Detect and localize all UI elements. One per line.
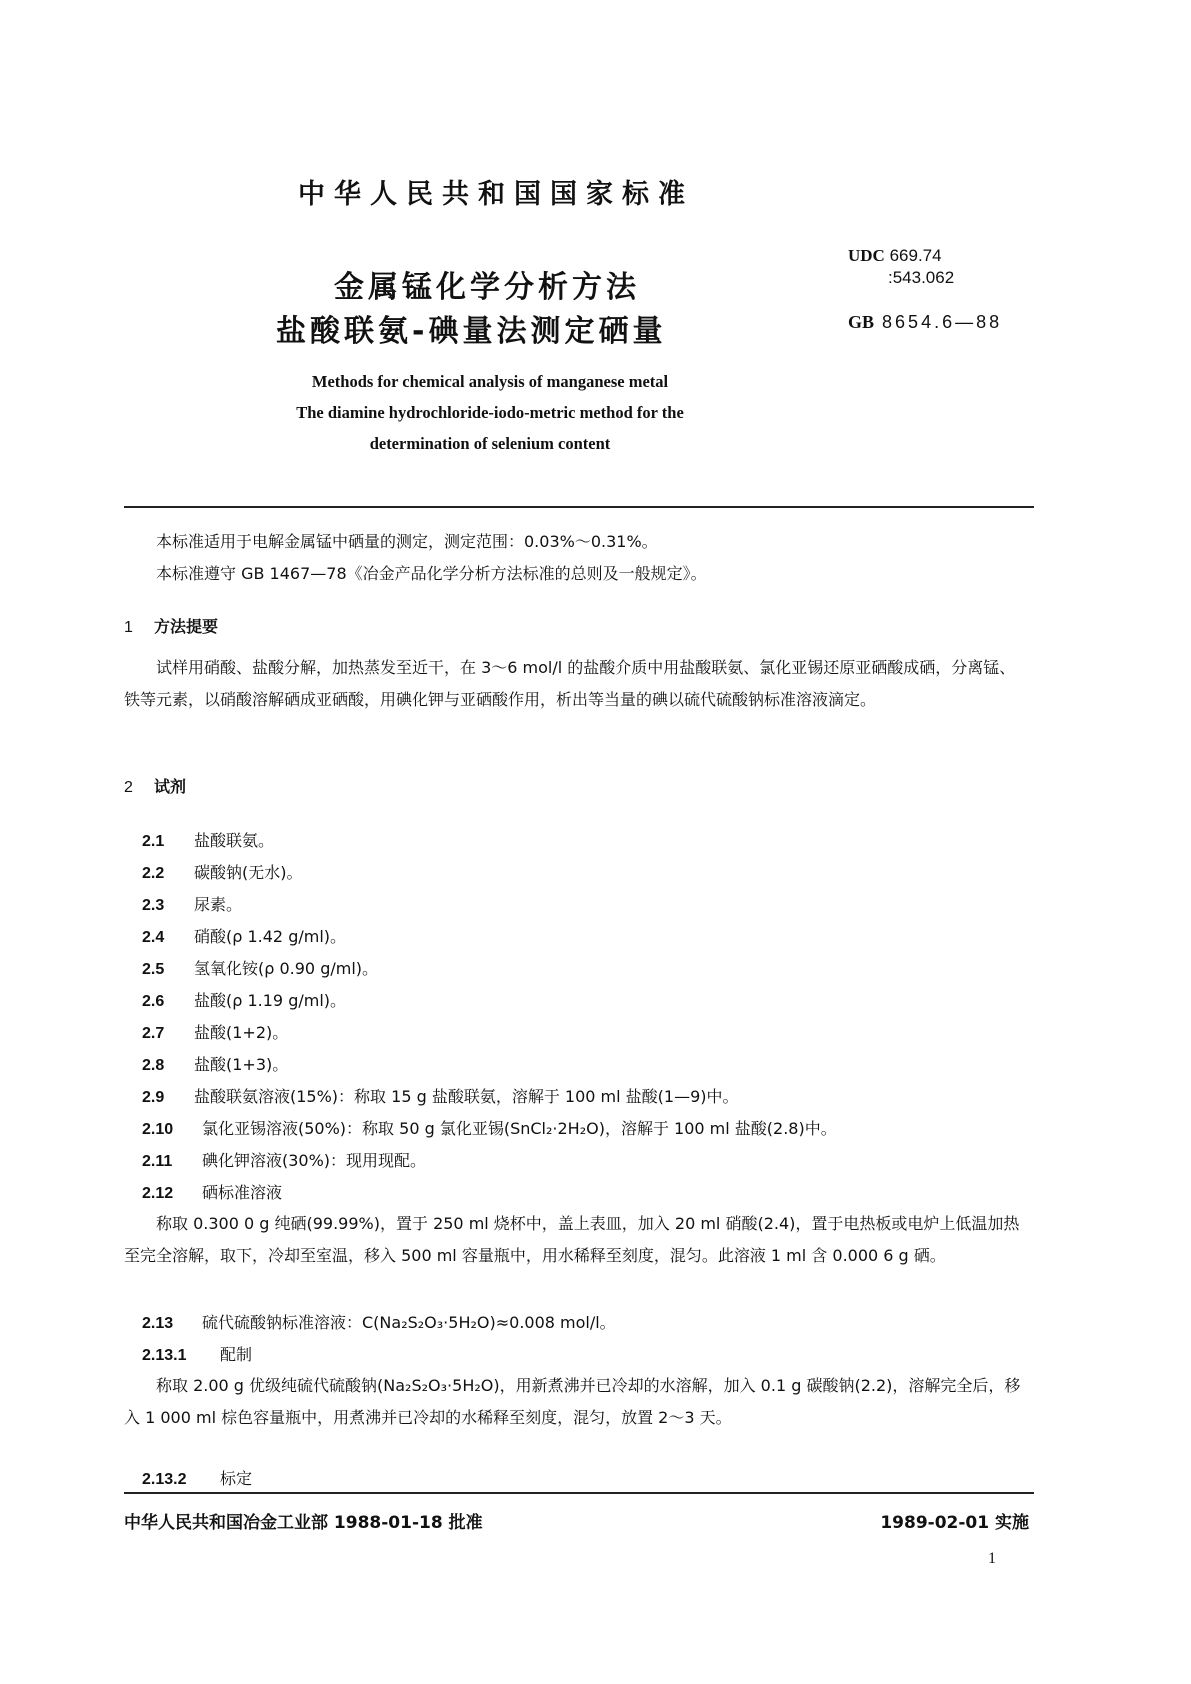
selenium-standard-text: 称取 0.300 0 g 纯硒(99.99%)，置于 250 ml 烧杯中，盖上表皿，加入 20 ml 硝酸(2.4)，置于电热板或电炉上低温加热至完全溶解，取下，冷却至室温，移入 500 ml 容量瓶中，用水稀释至刻度，混匀。此溶液 1 ml 含 0.000 6 g 硒。	[124, 1214, 1020, 1265]
reagent-item: 2.8 盐酸(1+3)。	[142, 1055, 289, 1074]
reagent-item: 2.9 盐酸联氨溶液(15%)：称取 15 g 盐酸联氨，溶解于 100 ml 盐酸(1—9)中。	[142, 1087, 739, 1106]
preparation-text: 称取 2.00 g 优级纯硫代硫酸钠(Na₂S₂O₃·5H₂O)，用新煮沸并已冷却的水溶解，加入 0.1 g 碳酸钠(2.2)，溶解完全后，移入 1 000 ml 棕色容量瓶中，用煮沸并已冷却的水稀释至刻度，混匀，放置 2～3 天。	[124, 1376, 1021, 1427]
reagent-item: 2.3 尿素。	[142, 895, 243, 914]
reagent-item: 2.10 氯化亚锡溶液(50%)：称取 50 g 氯化亚锡(SnCl₂·2H₂O)，溶解于 100 ml 盐酸(2.8)中。	[142, 1119, 837, 1138]
document-title-line2: 盐酸联氨-碘量法测定硒量	[276, 314, 667, 349]
implementation-date: 1989-02-01 实施	[880, 1513, 1029, 1533]
reagent-item-2-13: 2.13 硫代硫酸钠标准溶液：C(Na₂S₂O₃·5H₂O)≈0.008 mol/l。	[142, 1313, 616, 1332]
intro-scope: 本标准适用于电解金属锰中硒量的测定，测定范围：0.03%～0.31%。	[156, 532, 658, 551]
reagent-item: 2.11 碘化钾溶液(30%)：现用现配。	[142, 1151, 427, 1170]
reagent-item: 2.1 盐酸联氨。	[142, 831, 275, 850]
section1-text: 试样用硝酸、盐酸分解，加热蒸发至近干，在 3～6 mol/l 的盐酸介质中用盐酸联氨、氯化亚锡还原亚硒酸成硒，分离锰、铁等元素，以硝酸溶解硒成亚硒酸，用碘化钾与亚硒酸作用，析出等当量的碘以硫代硫酸钠标准溶液滴定。	[124, 658, 1016, 709]
udc-code	[848, 246, 942, 266]
reagent-item: 2.2 碳酸钠(无水)。	[142, 863, 303, 882]
udc-label: UDC	[848, 246, 885, 265]
reagent-item: 2.6 盐酸(ρ 1.19 g/ml)。	[142, 991, 347, 1010]
reagent-item: 2.4 硝酸(ρ 1.42 g/ml)。	[142, 927, 347, 946]
header-divider	[124, 506, 1034, 508]
reagent-item: 2.12 硒标准溶液	[142, 1183, 283, 1202]
section1-title: 方法提要	[154, 617, 219, 636]
gb-label: GB	[848, 312, 875, 332]
reagent-item-2-13-1: 2.13.1 配制	[142, 1345, 253, 1364]
udc-value1: 669.74	[889, 246, 942, 265]
english-title-line1: Methods for chemical analysis of manganese metal	[311, 372, 669, 391]
approval-note: 中华人民共和国冶金工业部 1988-01-18 批准	[124, 1513, 483, 1533]
section1-heading	[124, 614, 218, 637]
section1-number: 1	[124, 619, 133, 636]
english-title-line3: determination of selenium content	[369, 434, 611, 453]
footer-divider	[124, 1492, 1034, 1494]
udc-value2: :543.062	[888, 268, 955, 287]
intro-reference: 本标准遵守 GB 1467—78《冶金产品化学分析方法标准的总则及一般规定》。	[156, 564, 707, 583]
gb-value: 8654.6—88	[882, 312, 1003, 332]
national-standard-heading: 中华人民共和国国家标准	[298, 179, 694, 210]
document-title-line1: 金属锰化学分析方法	[334, 270, 640, 305]
page-number: 1	[988, 1550, 996, 1567]
gb-code	[848, 312, 1002, 333]
english-title-line2: The diamine hydrochloride-iodo-metric method for the	[296, 403, 684, 422]
section2-title: 试剂	[154, 777, 187, 796]
reagent-item-2-13-2: 2.13.2 标定	[142, 1469, 253, 1488]
reagent-item: 2.5 氢氧化铵(ρ 0.90 g/ml)。	[142, 959, 379, 978]
section2-heading	[124, 774, 186, 797]
section2-number: 2	[124, 779, 133, 796]
reagent-item: 2.7 盐酸(1+2)。	[142, 1023, 289, 1042]
